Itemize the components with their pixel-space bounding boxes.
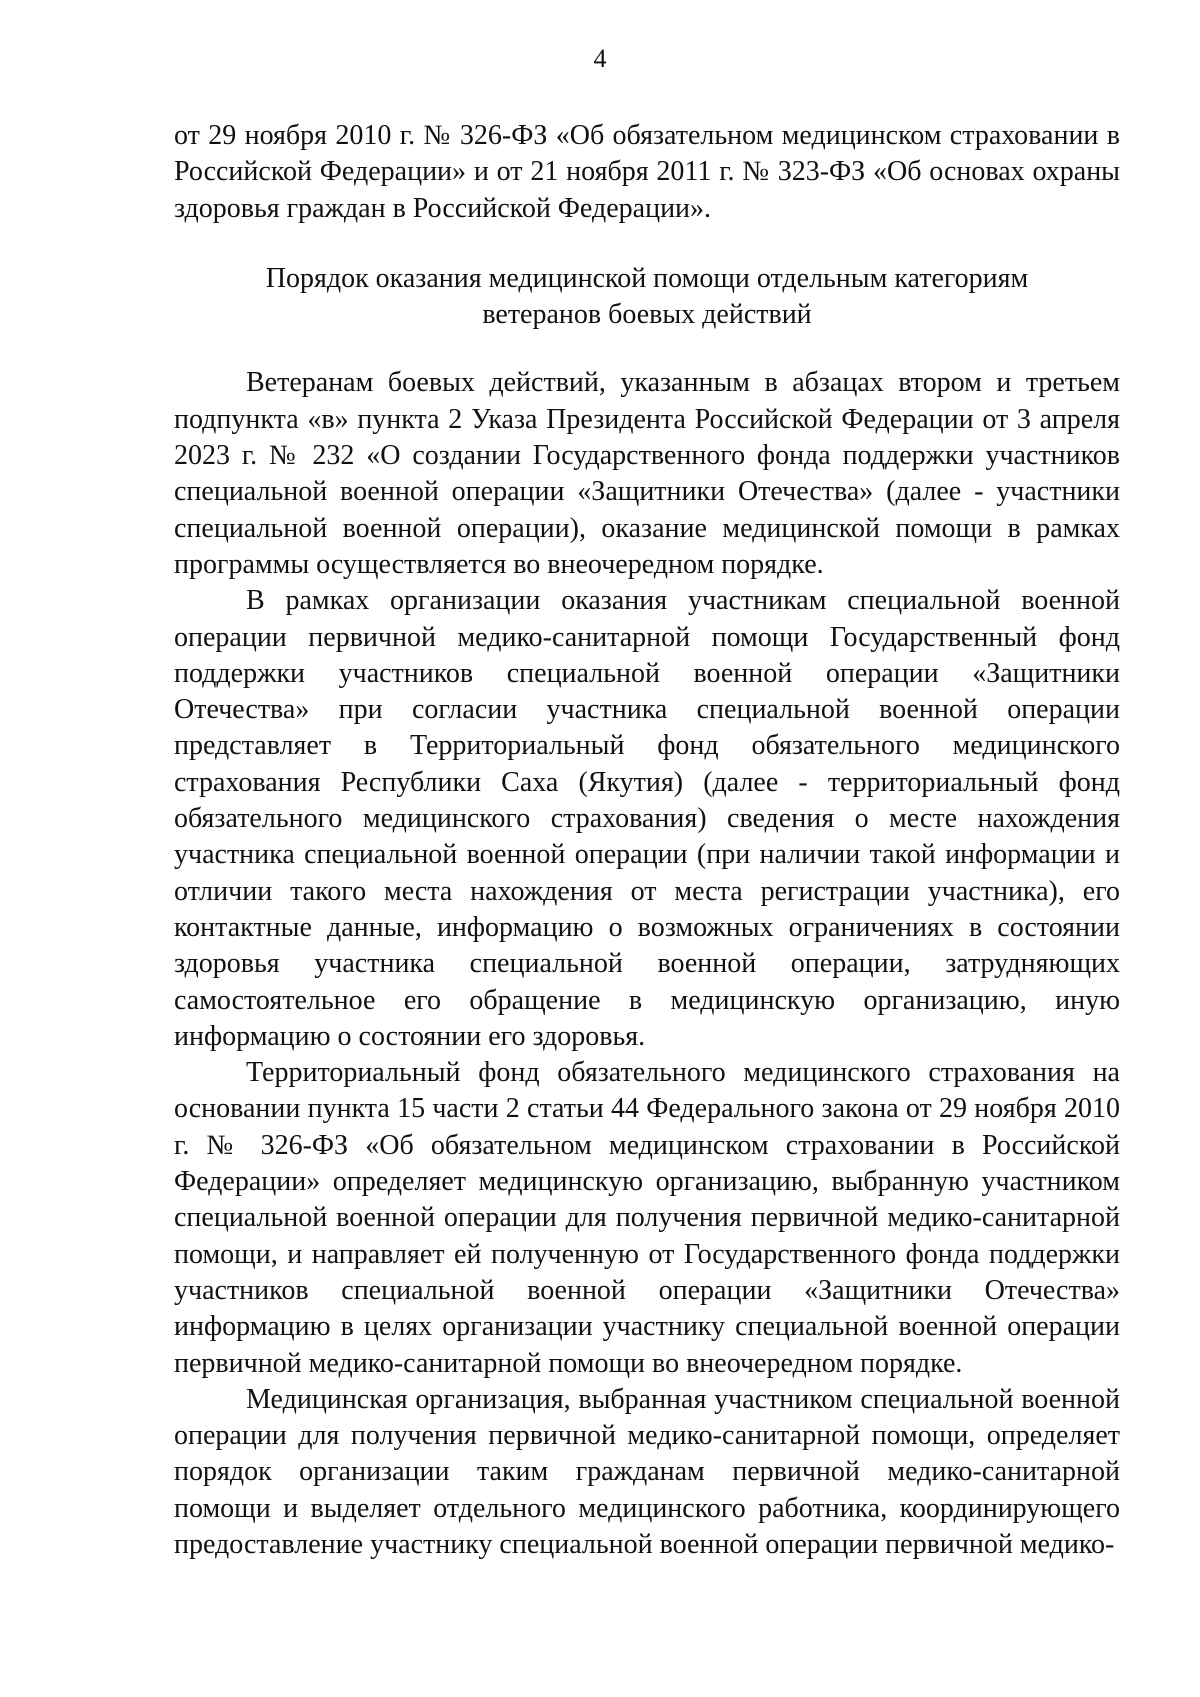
paragraph-1: Ветеранам боевых действий, указанным в абзацах втором и третьем подпункта «в» пункта 2 Указа Президента Российской Федерации от 3 апреля 2023 г. № 232 «О создании Государственного фонда поддержки участников специальной военной операции «Защитники Отечества» (далее - участники специальной военной операции), оказание медицинской помощи в рамках программы осуществляется во внеочередном порядке.	[174, 367, 1120, 580]
section-heading-line-1: Порядок оказания медицинской помощи отдельным категориям	[265, 262, 1029, 294]
paragraph-3: Территориальный фонд обязательного медицинского страхования на основании пункта 15 части 2 статьи 44 Федерального закона от 29 ноября 2010 г. № 326-ФЗ «Об обязательном медицинском страховании в Российской Федерации» определяет медицинскую организацию, выбранную участником специальной военной операции для получения первичной медико-санитарной помощи, и направляет ей полученную от Государственного фонда поддержки участников специальной военной операции «Защитники Отечества» информацию в целях организации участнику специальной военной операции первичной медико-санитарной помощи во внеочередном порядке.	[174, 1057, 1120, 1379]
paragraph-2: В рамках организации оказания участникам специальной военной операции первичной медико-санитарной помощи Государственный фонд поддержки участников специальной военной операции «Защитники Отечества» при согласии участника специальной военной операции представляет в Территориальный фонд обязательного медицинского страхования Республики Саха (Якутия) (далее - территориальный фонд обязательного медицинского страхования) сведения о месте нахождения участника специальной военной операции (при наличии такой информации и отличии такого места нахождения от места регистрации участника), его контактные данные, информацию о возможных ограничениях в состоянии здоровья участника специальной военной операции, затрудняющих самостоятельное его обращение в медицинскую организацию, иную информацию о состоянии его здоровья.	[174, 585, 1120, 1052]
paragraph-4: Медицинская организация, выбранная участником специальной военной операции для получения первичной медико-санитарной помощи, определяет порядок организации таким гражданам первичной медико-санитарной помощи и выделяет отдельного медицинского работника, координирующего предоставление участнику специальной военной операции первичной медико-	[174, 1383, 1120, 1560]
section-heading-line-2: ветеранов боевых действий	[482, 299, 812, 331]
document-body	[174, 118, 1120, 1563]
section-heading	[174, 261, 1120, 334]
page-number: 4	[593, 44, 607, 73]
intro-paragraph: от 29 ноября 2010 г. № 326-ФЗ «Об обязательном медицинском страховании в Российской Федерации» и от 21 ноября 2011 г. № 323-ФЗ «Об основах охраны здоровья граждан в Российской Федерации».	[174, 120, 1120, 224]
